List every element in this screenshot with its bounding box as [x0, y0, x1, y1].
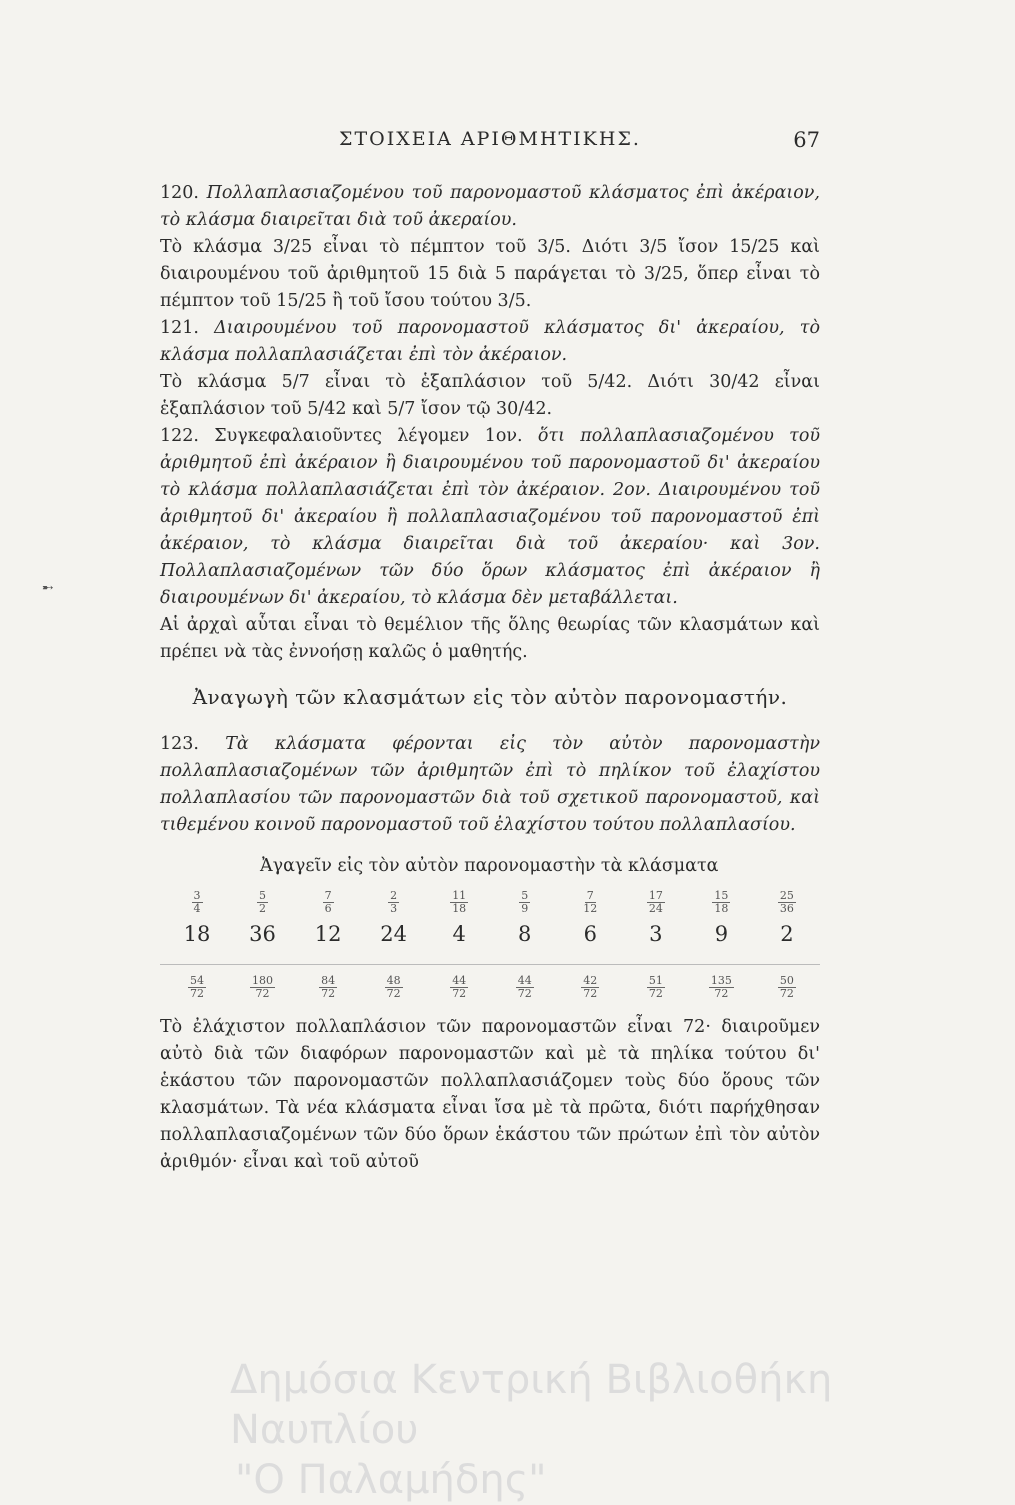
watermark-line-1: Δημόσια Κεντρική Βιβλιοθήκη Ναυπλίου [230, 1357, 833, 1453]
paragraph-120-example: Τὸ κλάσμα 3/25 εἶναι τὸ πέμπτον τοῦ 3/5. Διότι 3/5 ἴσον 15/25 καὶ διαιρουμένου τοῦ ἀριθμητοῦ 15 διὰ 5 παράγεται τὸ 3/25, ὅπερ εἶναι τὸ πέμπτον τοῦ 15/25 ἢ τοῦ ἴσου τούτου 3/5. [160, 237, 820, 311]
paragraph-120: 120. Πολλαπλασιαζομένου τοῦ παρονομαστοῦ κλάσματος ἐπὶ ἀκέραιον, τὸ κλάσμα διαιρεῖται διὰ τοῦ ἀκεραίου. [160, 183, 820, 230]
multiplier: 9 [714, 922, 729, 946]
fraction-numerator: 42 [583, 974, 598, 987]
paragraph-121: 121. Διαιρουμένου τοῦ παρονομαστοῦ κλάσματος δι' ἀκεραίου, τὸ κλάσμα πολλαπλασιάζεται ἐπὶ τὸν ἀκέραιον. [160, 318, 820, 365]
page-header [160, 128, 820, 158]
fraction-numerator: 54 [190, 974, 204, 987]
fraction-denominator: 18 [452, 902, 467, 915]
fraction [565, 975, 615, 1000]
fraction [565, 890, 615, 915]
fraction [434, 975, 484, 1000]
multiplier: 8 [518, 922, 532, 946]
fraction-numerator: 3 [193, 889, 201, 902]
fraction-denominator: 72 [779, 987, 794, 1000]
fraction-denominator: 72 [386, 987, 401, 1000]
multipliers-row [160, 921, 820, 948]
result-fractions-row [160, 975, 820, 1000]
fraction [696, 890, 746, 915]
fraction-numerator: 11 [452, 889, 467, 902]
paragraph-121-example: Τὸ κλάσμα 5/7 εἶναι τὸ ἑξαπλάσιον τοῦ 5/42. Διότι 30/42 εἶναι ἑξαπλάσιον τοῦ 5/42 καὶ 5/7 ἴσον τῷ 30/42. [160, 372, 820, 419]
fraction-numerator: 15 [714, 889, 729, 902]
fraction [500, 975, 550, 1000]
fraction-numerator: 180 [252, 974, 274, 987]
fraction [303, 890, 353, 915]
multiplier: 3 [649, 922, 663, 946]
fraction [172, 890, 222, 915]
fraction [172, 975, 222, 1000]
fraction [762, 975, 812, 1000]
fraction-numerator: 17 [648, 889, 663, 902]
example-caption: Ἀγαγεῖν εἰς τὸν αὐτὸν παρονομαστὴν τὰ κλάσματα [260, 856, 719, 876]
fraction-denominator: 18 [714, 902, 729, 915]
fraction-denominator: 72 [452, 987, 467, 1000]
fraction-denominator: 72 [517, 987, 532, 1000]
fraction [631, 890, 681, 915]
fraction-denominator: 12 [583, 902, 598, 915]
fraction-denominator: 72 [648, 987, 663, 1000]
fraction-numerator: 5 [521, 889, 529, 902]
fraction-numerator: 7 [324, 889, 332, 902]
fraction-denominator: 9 [521, 902, 529, 915]
section-title: Ἀναγωγὴ τῶν κλασμάτων εἰς τὸν αὐτὸν παρονομαστήν. [192, 685, 788, 709]
fraction-numerator: 25 [779, 889, 794, 902]
original-fractions-row [160, 890, 820, 915]
fraction-numerator: 7 [586, 889, 594, 902]
fraction-denominator: 6 [324, 902, 332, 915]
divider [160, 964, 820, 965]
fraction-numerator: 5 [259, 889, 267, 902]
fraction [696, 975, 746, 1000]
multiplier: 4 [452, 922, 466, 946]
fraction [500, 890, 550, 915]
fraction-denominator: 72 [190, 987, 204, 1000]
fraction-numerator: 48 [386, 974, 401, 987]
running-head: ΣΤΟΙΧΕΙΑ ΑΡΙΘΜΗΤΙΚΗΣ. [339, 128, 641, 150]
fraction-numerator: 51 [648, 974, 663, 987]
fraction-numerator: 50 [779, 974, 794, 987]
watermark-line-2: "Ο Παλαμήδης" [235, 1457, 547, 1503]
paragraph-122-note: Αἱ ἀρχαὶ αὗται εἶναι τὸ θεμέλιον τῆς ὅλης θεωρίας τῶν κλασμάτων καὶ πρέπει νὰ τὰς ἐννοήσῃ καλῶς ὁ μαθητής. [160, 615, 820, 662]
body-text [160, 180, 820, 1176]
fraction [762, 890, 812, 915]
fraction [238, 975, 288, 1000]
fraction-numerator: 44 [452, 974, 467, 987]
fraction [631, 975, 681, 1000]
fraction-denominator: 72 [321, 987, 336, 1000]
library-watermark [230, 1355, 990, 1505]
fraction-numerator: 2 [390, 889, 398, 902]
multiplier: 2 [780, 922, 794, 946]
paragraph-123: 123. Τὰ κλάσματα φέρονται εἰς τὸν αὐτὸν παρονομαστὴν πολλαπλασιαζομένων τῶν ἀριθμητῶν ἐπὶ τὸ πηλίκον τοῦ ἐλαχίστου πολλαπλασίου τῶν παρονομαστῶν διὰ τοῦ σχετικοῦ παρονομαστοῦ, καὶ τιθεμένου κοινοῦ παρονομαστοῦ τοῦ ἐλαχίστου τούτου πολλαπλασίου. [160, 734, 820, 835]
fraction-denominator: 36 [779, 902, 794, 915]
fraction-numerator: 135 [710, 974, 732, 987]
fraction-denominator: 72 [583, 987, 598, 1000]
closing-paragraph: Τὸ ἐλάχιστον πολλαπλάσιον τῶν παρονομαστῶν εἶναι 72· διαιροῦμεν αὐτὸ διὰ τῶν διαφόρων παρονομαστῶν καὶ μὲ τὰ πηλίκα τούτου δι' ἑκάστου τῶν παρονομαστῶν πολλαπλασιάζομεν τοὺς δύο ὅρους τῶν κλασμάτων. Τὰ νέα κλάσματα εἶναι ἴσα μὲ τὰ πρῶτα, διότι παρήχθησαν πολλαπλασιαζομένων τῶν δύο ὅρων ἑκάστου τῶν πρώτων ἐπὶ τὸν αὐτὸν ἀριθμόν· εἶναι καὶ τοῦ αὐτοῦ [160, 1017, 820, 1172]
fraction-denominator: 3 [390, 902, 398, 915]
page-number: 67 [793, 128, 820, 152]
multiplier: 36 [249, 922, 276, 946]
fraction-denominator: 72 [714, 987, 729, 1000]
paragraph-122: 122. Συγκεφαλαιοῦντες λέγομεν 1ον. ὅτι πολλαπλασιαζομένου τοῦ ἀριθμητοῦ ἐπὶ ἀκέραιον ἢ διαιρουμένου τοῦ παρονομαστοῦ δι' ἀκεραίου τὸ κλάσμα πολλαπλασιάζεται ἐπὶ τὸν ἀκέραιον. 2ον. Διαιρουμένου τοῦ ἀριθμητοῦ δι' ἀκεραίου ἢ πολλαπλασιαζομένου τοῦ παρονομαστοῦ ἐπὶ ἀκέραιον, τὸ κλάσμα διαιρεῖται διὰ τοῦ ἀκεραίου· καὶ 3ον. Πολλαπλασιαζομένων τῶν δύο ὅρων κλάσματος ἐπὶ ἀκέραιον ἢ διαιρουμένων δι' ἀκεραίου, τὸ κλάσμα δὲν μεταβάλλεται. [160, 426, 821, 608]
fraction [369, 890, 419, 915]
fraction [238, 890, 288, 915]
margin-mark: ➸ [42, 580, 54, 596]
multiplier: 24 [380, 922, 407, 946]
multiplier: 12 [314, 922, 342, 946]
fraction-denominator: 4 [193, 902, 201, 915]
fraction-numerator: 84 [321, 974, 336, 987]
fraction-denominator: 72 [255, 987, 270, 1000]
fraction [303, 975, 353, 1000]
multiplier: 18 [183, 922, 211, 946]
fraction-numerator: 44 [517, 974, 532, 987]
fraction [369, 975, 419, 1000]
fraction-denominator: 24 [648, 902, 663, 915]
fraction [434, 890, 484, 915]
multiplier: 6 [583, 922, 597, 946]
fraction-denominator: 2 [259, 902, 267, 915]
